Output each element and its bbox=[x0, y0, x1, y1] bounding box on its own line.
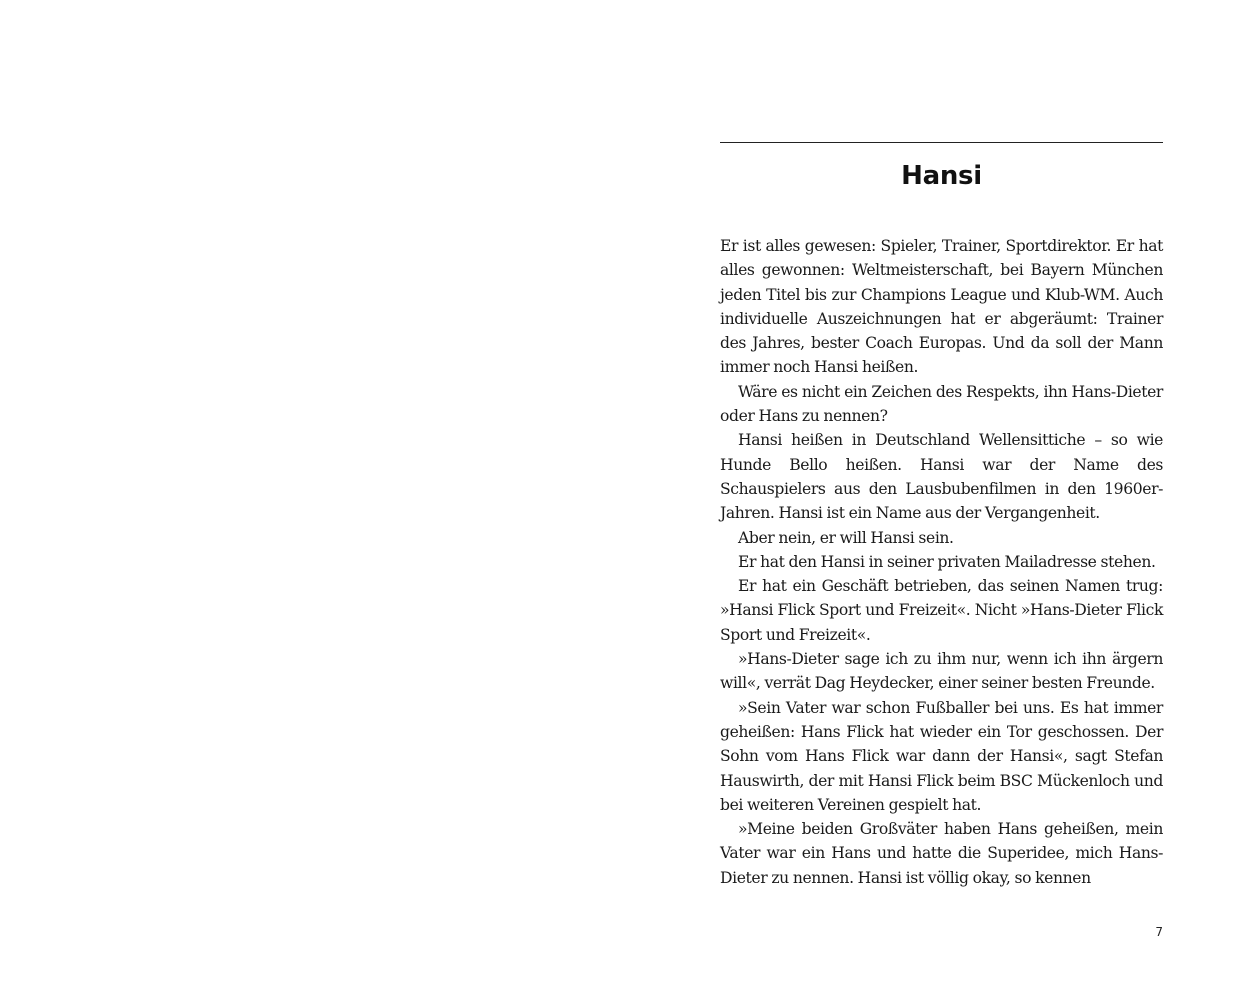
paragraph-8: »Sein Vater war schon Fußballer bei uns. Es hat immer geheißen: Hans Flick hat wieder ein Tor geschossen. Der Sohn vom Hans Flick war dann der Hansi«, sagt Stefan Hauswirth, der mit Hansi Flick beim BSC Mückenloch und bei weiteren Vereinen gespielt hat. bbox=[720, 698, 1163, 814]
paragraph-9: »Meine beiden Großväter haben Hans geheißen, mein Vater war ein Hans und hatte die Superidee, mich Hans-Dieter zu nennen. Hansi ist völlig okay, so kennen bbox=[720, 820, 1163, 887]
paragraph-7: »Hans-Dieter sage ich zu ihm nur, wenn ich ihn ärgern will«, verrät Dag Heydecker, einer seiner besten Freunde. bbox=[720, 650, 1163, 693]
chapter-body bbox=[720, 234, 1163, 890]
paragraph-3: Hansi heißen in Deutschland Wellensittiche – so wie Hunde Bello heißen. Hansi war der Name des Schauspielers aus den Lausbubenfilmen in den 1960er-Jahren. Hansi ist ein Name aus der Vergangenheit. bbox=[720, 431, 1163, 523]
paragraph-6: Er hat ein Geschäft betrieben, das seinen Namen trug: »Hansi Flick Sport und Freizeit«. Nicht »Hans-Dieter Flick Sport und Freizeit«. bbox=[720, 577, 1163, 644]
left-page-blank bbox=[0, 0, 627, 1000]
page-number: 7 bbox=[1155, 925, 1163, 939]
chapter-title: Hansi bbox=[901, 161, 982, 191]
paragraph-5: Er hat den Hansi in seiner privaten Mailadresse stehen. bbox=[738, 552, 1156, 571]
paragraph-4: Aber nein, er will Hansi sein. bbox=[738, 528, 954, 547]
paragraph-2: Wäre es nicht ein Zeichen des Respekts, ihn Hans-Dieter oder Hans zu nennen? bbox=[720, 382, 1163, 426]
paragraph-1: Er ist alles gewesen: Spieler, Trainer, Sportdirektor. Er hat alles gewonnen: Weltmeisterschaft, bei Bayern München jeden Titel bis zur Champions League und Klub-WM. Auch individuelle Auszeichnungen hat er abgeräumt: Trainer des Jahres, bester Coach Europas. Und da soll der Mann immer noch Hansi heißen. bbox=[720, 237, 1163, 377]
chapter-rule bbox=[720, 142, 1163, 143]
